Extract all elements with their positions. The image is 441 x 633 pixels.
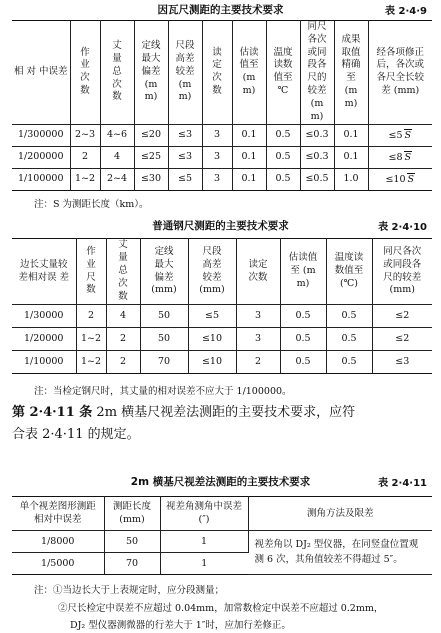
table2 [12, 238, 432, 374]
table1-number: 表 2·4·9 [385, 6, 427, 17]
clause-number: 第 2·4·11 条 [12, 405, 93, 420]
table-row: 1/10000 1~2 2 70 ≤10 2 0.5 0.5 ≤3 [12, 351, 432, 374]
t2-h-3: 定线最大偏差 (mm) [140, 239, 188, 305]
t1-h-10: 经各项修正后，各次或各尺全长较差 (mm) [368, 21, 432, 125]
table-row: 1/20000 1~2 2 50 ≤10 3 0.5 0.5 ≤2 [12, 328, 432, 351]
t2-h-0: 边长丈量较差相对误 差 [12, 239, 76, 305]
table2-number: 表 2·4·10 [378, 222, 427, 233]
t1-h-7: 温度读数值至 ℃ [266, 21, 300, 125]
table3-header-row [12, 497, 432, 531]
t2-h-1: 作业尺数 [76, 239, 106, 305]
table1-header-row [12, 21, 432, 125]
t1-h-0: 相 对 中误差 [12, 21, 70, 125]
t2-h-5: 读定次数 [236, 239, 280, 305]
table2-title-row [0, 218, 441, 234]
t3-h-3: 测角方法及限差 [248, 497, 432, 531]
table-row: 1/8000 50 1 视差角以 DJ₂ 型仪器，在同竖盘位置观测 6 次，其角值较差不得超过 5″。 [12, 531, 432, 553]
table3-title: 2m 横基尺视差法测距的主要技术要求 [130, 476, 311, 488]
table1-note: 注：S 为测距长度（km）。 [34, 199, 149, 210]
sqrt-cell: ≤10 S [368, 168, 432, 190]
table-row: 1/100000 1~2 2~4 ≤30 ≤5 3 0.1 0.5 ≤0.5 1.0 ≤10 S [12, 168, 432, 190]
clause-paragraph [12, 402, 432, 446]
t1-h-5: 读定次数 [202, 21, 232, 125]
table-row: 1/5000 70 1 [12, 553, 432, 575]
t1-h-4: 尺段高差较差 (mm) [168, 21, 202, 125]
table3-note-2a: ②尺长检定中误差不应超过 0.04mm，加常数检定中误差不应超过 0.2mm， [58, 603, 384, 614]
t3-h-2: 视差角测角中误差 (″) [160, 497, 248, 531]
table-row: 1/300000 2~3 4~6 ≤20 ≤3 3 0.1 0.5 ≤0.3 0.1 ≤5 S [12, 124, 432, 146]
t1-h-8: 同尺各次或同段各尺的较差 (mm) [300, 21, 334, 125]
t1-h-6: 估读值至 (mm) [232, 21, 266, 125]
table3 [12, 496, 432, 575]
table3-title-row [0, 474, 441, 490]
sqrt-cell: ≤8 S [368, 146, 432, 168]
sqrt-cell: ≤5 S [368, 124, 432, 146]
t1-h-9: 成果取值精确至 (mm) [334, 21, 368, 125]
t1-h-3: 定线最大偏差 (mm) [134, 21, 168, 125]
sqrt-symbol: S [407, 173, 415, 185]
table2-title: 普通钢尺测距的主要技术要求 [152, 220, 289, 232]
table-row: 1/200000 2 4 ≤25 ≤3 3 0.1 0.5 ≤0.3 0.1 ≤8 S [12, 146, 432, 168]
t3-h-0: 单个视差图形测距相对中误差 [12, 497, 104, 531]
t1-h-2: 丈量总次数 [100, 21, 134, 125]
t2-h-2: 丈量总次数 [106, 239, 140, 305]
clause-text-line1: 2m 横基尺视差法测距的主要技术要求，应符 [92, 405, 356, 420]
table2-note: 注：当检定钢尺时，其丈量的相对误差不应大于 1/100000。 [34, 386, 292, 397]
t2-h-4: 尺段高差较差 (mm) [188, 239, 236, 305]
table3-note-2b: DJ₂ 型仪器测微器的行差大于 1″时，应加行差修正。 [70, 620, 291, 631]
t2-h-6: 估读值至 (mm) [280, 239, 326, 305]
method-cell: 视差角以 DJ₂ 型仪器，在同竖盘位置观测 6 次，其角值较差不得超过 5″。 [248, 531, 432, 575]
clause-text-line2: 合表 2·4·11 的规定。 [12, 427, 140, 443]
table3-note-1: 注：①当边长大于上表规定时，应分段测量； [34, 585, 225, 596]
sqrt-symbol: S [404, 151, 412, 163]
table1-title: 因瓦尺测距的主要技术要求 [157, 4, 284, 16]
table2-header-row [12, 239, 432, 305]
t2-h-8: 同尺各次或同段各尺的较差 (mm) [372, 239, 432, 305]
table3-number: 表 2·4·11 [378, 478, 427, 489]
t3-h-1: 测距长度 (mm) [104, 497, 160, 531]
t1-h-1: 作业次数 [70, 21, 100, 125]
table1-title-row [0, 2, 441, 18]
table3-note-label: 注： [34, 585, 54, 596]
sqrt-symbol: S [404, 129, 412, 141]
table-row: 1/30000 2 4 50 ≤5 3 0.5 0.5 ≤2 [12, 305, 432, 328]
table1 [12, 20, 432, 191]
t2-h-7: 温度读数值至 (℃) [326, 239, 372, 305]
